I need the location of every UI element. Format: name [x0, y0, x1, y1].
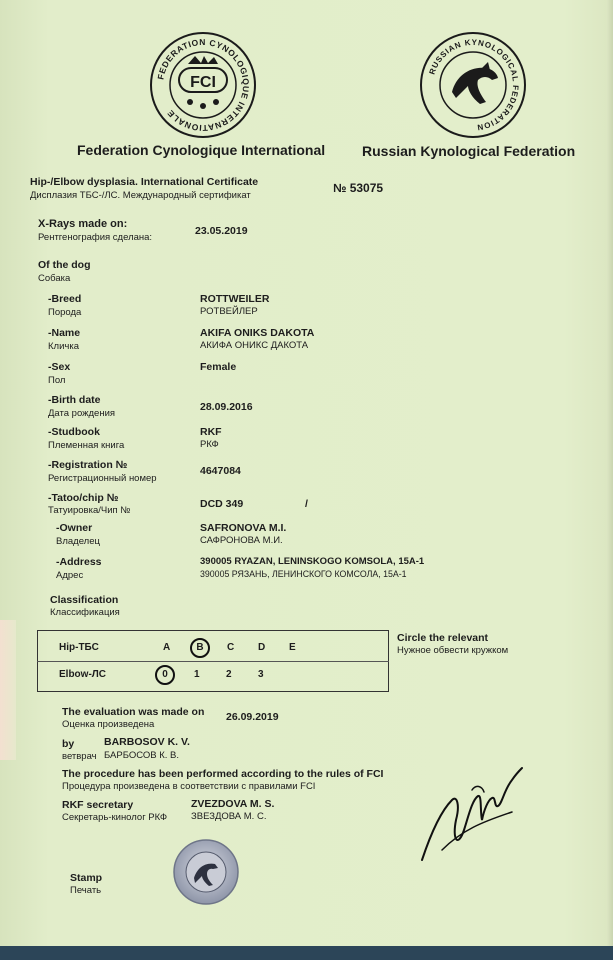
- circle-note-en: Circle the relevant: [397, 632, 489, 644]
- chip-label-ru: Татуировка/Чип №: [48, 505, 131, 516]
- signature: [412, 760, 532, 870]
- name-value-en: AKIFA ONIKS DAKOTA: [200, 327, 315, 339]
- address-label-ru: Адрес: [56, 570, 84, 581]
- evaluation-label-ru: Оценка произведена: [62, 719, 155, 730]
- dog-section-en: Of the dog: [38, 259, 91, 271]
- registration-label-ru: Регистрационный номер: [48, 473, 157, 484]
- fci-logo: [148, 30, 258, 140]
- paper-edge: [607, 0, 613, 960]
- certificate-number: № 53075: [333, 181, 384, 195]
- rkf-logo: [418, 30, 528, 140]
- studbook-value-en: RKF: [200, 426, 222, 438]
- fci-logo-text: FCI: [190, 74, 216, 91]
- address-value-ru: 390005 РЯЗАНЬ, ЛЕНИНСКОГО КОМСОЛА, 15А-1: [200, 569, 407, 579]
- hip-grade-d: D: [258, 642, 266, 653]
- by-label-en: by: [62, 738, 75, 750]
- xray-label-ru: Рентгенография сделана:: [38, 232, 153, 243]
- vet-name-ru: БАРБОСОВ К. В.: [104, 750, 180, 761]
- chip-separator: /: [305, 498, 308, 510]
- studbook-value-ru: РКФ: [200, 439, 219, 450]
- owner-value-en: SAFRONOVA M.I.: [200, 522, 287, 534]
- fci-org-name: Federation Cynologique International: [77, 142, 326, 158]
- hip-grade-e: E: [289, 642, 296, 653]
- by-label-ru: ветврач: [62, 751, 97, 762]
- secretary-name-ru: ЗВЕЗДОВА М. С.: [191, 811, 267, 822]
- xray-date: 23.05.2019: [195, 225, 248, 237]
- elbow-label: Elbow-ЛС: [59, 669, 107, 680]
- dog-section-ru: Собака: [38, 273, 71, 284]
- chip-value: DCD 349: [200, 498, 244, 510]
- elbow-grade-2: 2: [226, 669, 232, 680]
- owner-label-ru: Владелец: [56, 536, 100, 547]
- sex-label-ru: Пол: [48, 375, 66, 386]
- secretary-label-en: RKF secretary: [62, 799, 134, 811]
- evaluation-date: 26.09.2019: [226, 711, 279, 723]
- owner-value-ru: САФРОНОВА М.И.: [200, 535, 283, 546]
- evaluation-label-en: The evaluation was made on: [62, 706, 205, 718]
- paper-shadow: [0, 620, 16, 760]
- circle-note-ru: Нужное обвести кружком: [397, 645, 509, 656]
- rkf-stamp: [172, 838, 240, 906]
- breed-label-ru: Порода: [48, 307, 82, 318]
- breed-label-en: -Breed: [48, 293, 82, 305]
- stamp-label-ru: Печать: [70, 885, 102, 896]
- certificate-title-en: Hip-/Elbow dysplasia. International Certificate: [30, 176, 259, 188]
- address-label-en: -Address: [56, 556, 102, 568]
- studbook-label-en: -Studbook: [48, 426, 100, 438]
- secretary-label-ru: Секретарь-кинолог РКФ: [62, 812, 168, 823]
- stamp-label-en: Stamp: [70, 872, 103, 884]
- studbook-label-ru: Племенная книга: [48, 440, 125, 451]
- elbow-grade-3: 3: [258, 669, 264, 680]
- classification-label-en: Classification: [50, 594, 119, 606]
- chip-label-en: -Tatoo/chip №: [48, 492, 119, 504]
- sex-label-en: -Sex: [48, 361, 71, 373]
- procedure-en: The procedure has been performed according to the rules of FCI: [62, 768, 384, 780]
- bottom-border: [0, 946, 613, 960]
- vet-name-en: BARBOSOV K. V.: [104, 736, 190, 748]
- registration-label-en: -Registration №: [48, 459, 128, 471]
- classification-divider: [37, 661, 389, 662]
- birth-date-label-ru: Дата рождения: [48, 408, 116, 419]
- procedure-ru: Процедура произведена в соответствии с правилами FCI: [62, 781, 316, 792]
- name-label-ru: Кличка: [48, 341, 79, 352]
- certificate-title-ru: Дисплазия ТБС-/ЛС. Международный сертификат: [30, 190, 251, 201]
- name-label-en: -Name: [48, 327, 81, 339]
- sex-value: Female: [200, 361, 237, 373]
- registration-value: 4647084: [200, 465, 241, 477]
- owner-label-en: -Owner: [56, 522, 93, 534]
- secretary-name-en: ZVEZDOVA M. S.: [191, 798, 275, 810]
- classification-label-ru: Классификация: [50, 607, 120, 618]
- hip-label: Hip-ТБС: [59, 642, 99, 653]
- breed-value-ru: РОТВЕЙЛЕР: [200, 306, 258, 317]
- birth-date-value: 28.09.2016: [200, 401, 253, 413]
- hip-grade-b-selected: B: [190, 638, 210, 658]
- xray-label-en: X-Rays made on:: [38, 218, 128, 230]
- hip-grade-c: C: [227, 642, 235, 653]
- breed-value-en: ROTTWEILER: [200, 293, 270, 305]
- hip-grade-a: A: [163, 642, 171, 653]
- address-value-en: 390005 RYAZAN, LENINSKOGO KOMSOLA, 15A-1: [200, 556, 425, 567]
- birth-date-label-en: -Birth date: [48, 394, 101, 406]
- elbow-grade-0-selected: 0: [155, 665, 175, 685]
- dog-head-icon: [452, 62, 498, 104]
- name-value-ru: АКИФА ОНИКС ДАКОТА: [200, 340, 309, 351]
- fci-ring-text: FEDERATION CYNOLOGIQUE INTERNATIONALE: [155, 36, 252, 134]
- elbow-grade-1: 1: [194, 669, 200, 680]
- rkf-org-name: Russian Kynological Federation: [362, 143, 576, 159]
- rkf-ring-text: RUSSIAN KYNOLOGICAL FEDERATION: [427, 37, 521, 132]
